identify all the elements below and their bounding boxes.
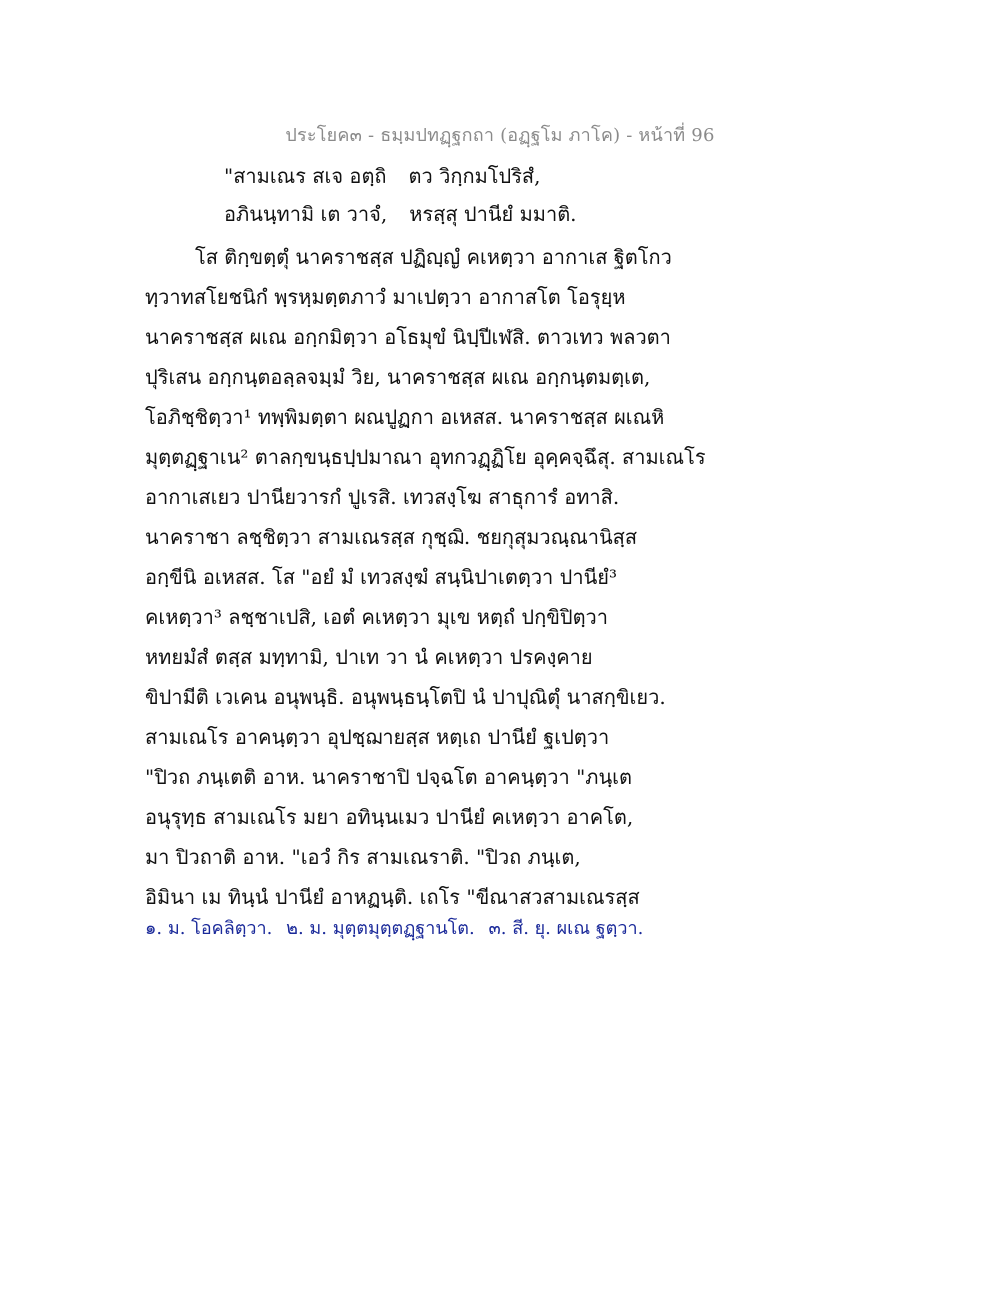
body-line: คเหตฺวา³ ลชฺชาเปสิ, เอตํ คเหตฺวา มุเข หตฺถํ ปกฺขิปิตฺวา [145,605,609,629]
verse-line-2-first-half: อภินนฺทามิ เต วาจํ, [224,202,388,226]
verse-line-2-second-half: หรสฺสุ ปานียํ มมาติ. [409,202,577,226]
body-line: มา ปิวถาติ อาห. "เอวํ กิร สามเณราติ. "ปิวถ ภนฺเต, [145,845,581,869]
body-paragraph [145,237,706,917]
body-line: โส ติกฺขตฺตุํ นาคราชสฺส ปฏิญฺญํ คเหตฺวา อากาเส ฐิตโกว [195,245,672,269]
body-line: สามเณโร อาคนฺตฺวา อุปชฺฌายสฺส หตฺเถ ปานียํ ฐเปตฺวา [145,725,610,749]
body-line: นาคราชา ลชฺชิตฺวา สามเณรสฺส กุชฺฌิ. ชยกุสุมวณฺณานิสฺส [145,525,638,549]
verse-line-2 [224,204,577,224]
verse-line-1-second-half: ตว วิกฺกมโปริสํ, [408,164,541,188]
body-line: อกฺขีนิ อเหสส. โส "อยํ มํ เทวสงฺฆํ สนฺนิปาเตตฺวา ปานียํ³ [145,565,617,589]
body-line: มุตฺตฏฺฐาเน² ตาลกฺขนฺธปฺปมาณา อุทกวฏฺฏิโย อุคฺคจฺฉึสุ. สามเณโร [145,445,706,469]
verse-line-1 [224,166,541,186]
body-line: ปุริเสน อกฺกนฺตอลฺลจมฺมํ วิย, นาคราชสฺส ผเณ อกฺกนฺตมตฺเต, [145,365,651,389]
body-line: ทฺวาทสโยชนิกํ พฺรหฺมตฺตภาวํ มาเปตฺวา อากาสโต โอรุยฺห [145,285,626,309]
body-line: หทยมํสํ ตสฺส มทฺทามิ, ปาเท วา นํ คเหตฺวา ปรคงฺคาย [145,645,593,669]
footnotes [145,913,651,942]
footnote-1: ๑. ม. โอคลิตฺวา. [145,918,273,939]
body-line: นาคราชสฺส ผเณ อกฺกมิตฺวา อโธมุขํ นิปฺปีเฬสิ. ตาวเทว พลวตา [145,325,671,349]
body-line: อนุรุทฺธ สามเณโร มยา อทินฺนเมว ปานียํ คเหตฺวา อาคโต, [145,805,634,829]
body-line: อากาเสเยว ปานียวารกํ ปูเรสิ. เทวสงฺโฆ สาธุการํ อทาสิ. [145,485,620,509]
footnote-2: ๒. ม. มุตฺตมุตฺตฏฺฐานโต. [286,918,475,939]
body-line: "ปิวถ ภนฺเตติ อาห. นาคราชาปิ ปจฺฉโต อาคนฺตฺวา "ภนฺเต [145,765,632,789]
footnote-3: ๓. สี. ยุ. ผเณ ฐตฺวา. [488,918,644,939]
page-header: ประโยค๓ - ธมฺมปทฏฺฐกถา (อฏฺฐโม ภาโค) - หน้าที่ 96 [285,125,715,146]
body-line: ขิปามีติ เวเคน อนุพนฺธิ. อนุพนฺธนฺโตปิ นํ ปาปุณิตุํ นาสกฺขิเยว. [145,685,666,709]
verse-line-1-first-half: "สามเณร สเจ อตฺถิ [224,164,387,188]
body-line: โอภิชฺชิตฺวา¹ ทพฺพิมตฺตา ผณปูฏกา อเหสส. นาคราชสฺส ผเณหิ [145,405,665,429]
body-line: อิมินา เม ทินฺนํ ปานียํ อาหฏนฺติ. เถโร "ขีณาสวสามเณรสฺส [145,885,640,909]
